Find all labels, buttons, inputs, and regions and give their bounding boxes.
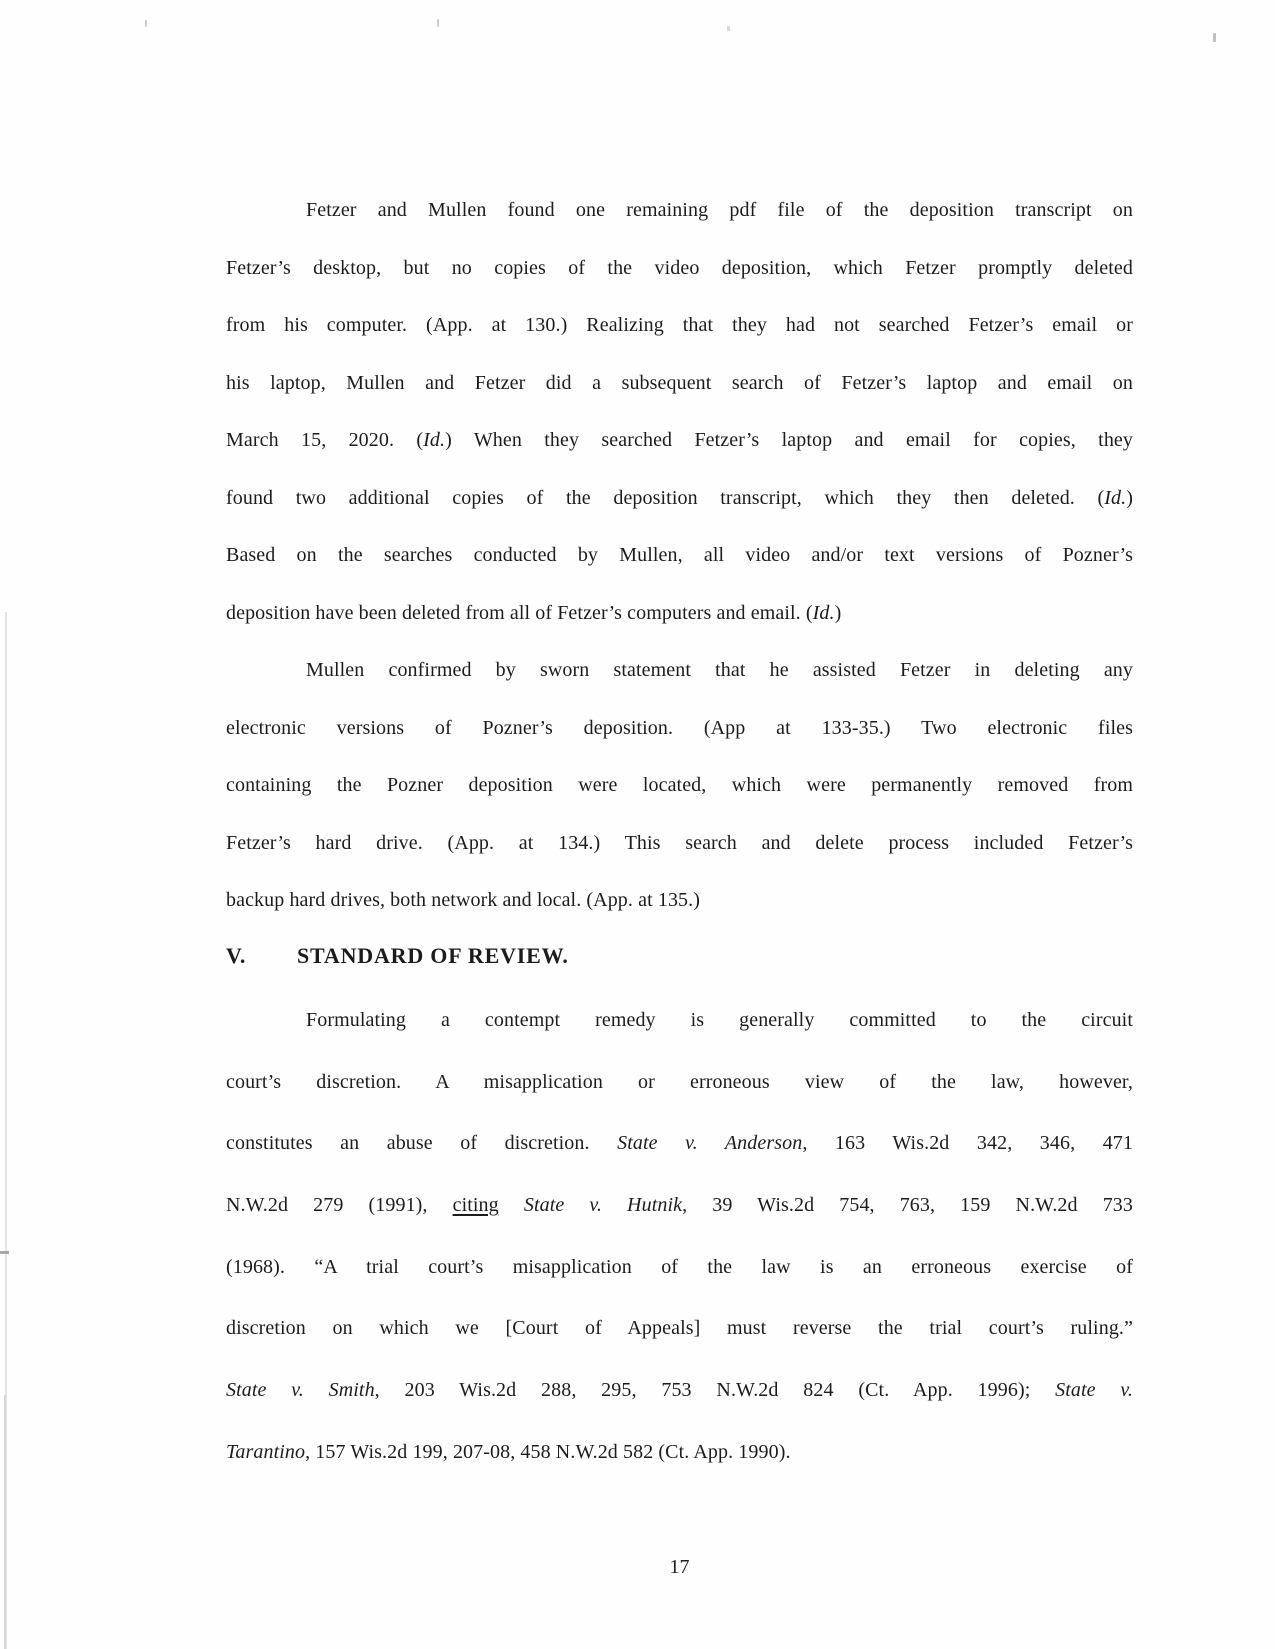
text-line <box>226 1254 1133 1316</box>
scan-artifact <box>4 1395 6 1649</box>
citation-italic: State v. Hutnik <box>523 1194 683 1217</box>
citation-italic: State v. <box>1055 1379 1133 1402</box>
body-text-block-top <box>226 197 1133 945</box>
body-text: Based on the searches conducted by Mullen, all video and/or text versions of Pozner’s <box>226 544 1133 566</box>
scan-artifact <box>0 1251 9 1254</box>
text-line <box>226 657 1133 715</box>
underlined-word: citing <box>452 1194 499 1217</box>
text-line <box>226 1439 1133 1501</box>
text-line <box>226 255 1133 313</box>
body-text: (1968). “A trial court’s misapplication of the law is an erroneous exercise of <box>226 1255 1133 1278</box>
text-line <box>226 1130 1133 1192</box>
body-text: ) <box>834 601 842 624</box>
paragraph-3 <box>226 1007 1133 1501</box>
page-number: 17 <box>669 1556 690 1578</box>
body-text: March 15, 2020. ( <box>226 429 424 451</box>
text-line <box>226 600 1133 658</box>
text-line <box>226 1315 1133 1377</box>
body-text: from his computer. (App. at 130.) Realizing that they had not searched Fetzer’s email or <box>226 314 1133 336</box>
body-text: Fetzer’s hard drive. (App. at 134.) This search and delete process included Fetzer’s <box>226 831 1133 854</box>
body-text: Fetzer’s desktop, but no copies of the video deposition, which Fetzer promptly deleted <box>226 256 1133 279</box>
scan-artifact <box>145 20 147 27</box>
body-text: , 39 Wis.2d 754, 763, 159 N.W.2d 733 <box>682 1194 1133 1217</box>
body-text-block-bottom <box>226 1007 1133 1501</box>
body-text: , 163 Wis.2d 342, 346, 471 <box>802 1132 1134 1155</box>
section-number: V. <box>226 943 247 968</box>
body-text: found two additional copies of the deposition transcript, which they then deleted. ( <box>226 486 1105 509</box>
body-text: containing the Pozner deposition were located, which were permanently removed from <box>226 774 1133 796</box>
text-line <box>226 1069 1133 1131</box>
body-text <box>499 1194 524 1216</box>
citation-italic: Id. <box>1104 486 1127 509</box>
body-text: backup hard drives, both network and local. (App. at 135.) <box>226 889 701 911</box>
section-heading <box>226 943 1133 969</box>
text-line <box>226 1192 1133 1254</box>
body-text: constitutes an abuse of discretion. <box>226 1132 618 1155</box>
text-line <box>226 1377 1133 1439</box>
body-text: discretion on which we [Court of Appeals] must reverse the trial court’s ruling.” <box>226 1317 1133 1340</box>
text-line <box>226 1007 1133 1069</box>
citation-italic: State v. Anderson <box>617 1132 803 1155</box>
text-line <box>226 772 1133 830</box>
body-text: court’s discretion. A misapplication or erroneous view of the law, however, <box>226 1070 1133 1093</box>
body-text: Formulating a contempt remedy is generally committed to the circuit <box>306 1009 1133 1031</box>
citation-italic: Tarantino <box>226 1440 306 1463</box>
body-text: ) When they searched Fetzer’s laptop and email for copies, they <box>445 429 1134 451</box>
body-text: deposition have been deleted from all of Fetzer’s computers and email. ( <box>226 601 813 624</box>
paragraph-1 <box>226 197 1133 657</box>
paragraph-2 <box>226 657 1133 945</box>
scan-artifact <box>437 19 439 27</box>
text-line <box>226 887 1133 945</box>
scan-artifact <box>1213 33 1216 42</box>
text-line <box>226 427 1133 485</box>
citation-italic: Id. <box>423 429 446 451</box>
body-text: his laptop, Mullen and Fetzer did a subsequent search of Fetzer’s laptop and email on <box>226 371 1133 394</box>
body-text: , 203 Wis.2d 288, 295, 753 N.W.2d 824 (Ct. App. 1996); <box>374 1379 1056 1402</box>
body-text: electronic versions of Pozner’s deposition. (App at 133-35.) Two electronic files <box>226 716 1133 739</box>
text-line <box>226 830 1133 888</box>
text-line <box>226 715 1133 773</box>
text-line <box>226 370 1133 428</box>
text-line <box>226 542 1133 600</box>
body-text: Mullen confirmed by sworn statement that he assisted Fetzer in deleting any <box>306 659 1133 681</box>
section-title: STANDARD OF REVIEW. <box>297 943 569 968</box>
citation-italic: Id. <box>812 601 835 624</box>
citation-italic: State v. Smith <box>226 1379 375 1402</box>
text-line <box>226 197 1133 255</box>
text-line <box>226 485 1133 543</box>
body-text: N.W.2d 279 (1991), <box>226 1194 453 1217</box>
text-line <box>226 312 1133 370</box>
body-text: , 157 Wis.2d 199, 207-08, 458 N.W.2d 582 (Ct. App. 1990). <box>305 1440 791 1463</box>
scan-artifact <box>727 26 730 31</box>
body-text: Fetzer and Mullen found one remaining pdf file of the deposition transcript on <box>306 199 1133 221</box>
body-text: ) <box>1126 486 1133 509</box>
